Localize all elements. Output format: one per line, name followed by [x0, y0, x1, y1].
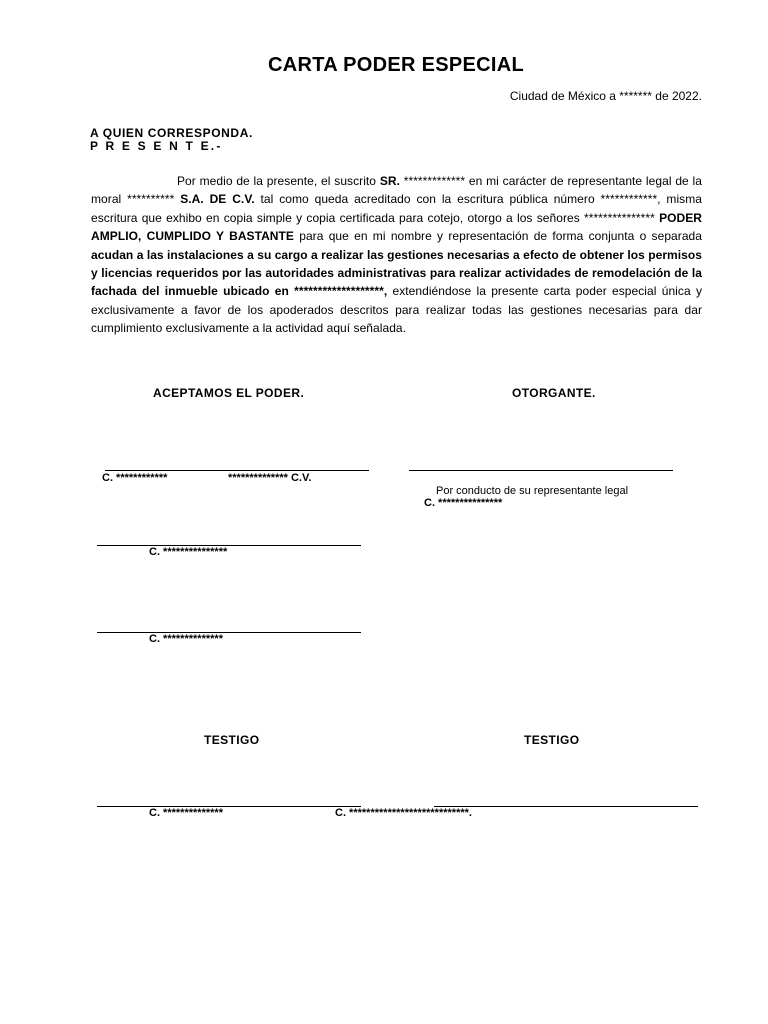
grantor-note: Por conducto de su representante legal	[436, 485, 629, 497]
accept-heading: ACEPTAMOS EL PODER.	[153, 386, 305, 400]
document-title: CARTA PODER ESPECIAL	[267, 54, 525, 76]
body-company: S.A. DE C.V.	[180, 192, 255, 207]
grantor-name: C. ***************	[424, 497, 503, 509]
signature-line-accept-2	[97, 545, 361, 546]
signature-line-witness-1	[97, 806, 361, 807]
body-text-3: tal como queda acreditado con la escritura pública número ************, misma escritura que exhibo en copia simple y copia certificada para cotejo, otorgo a los señores ***************	[91, 192, 703, 225]
signer-3-name: C. **************	[149, 633, 223, 645]
body-purpose: acudan a las instalaciones a su cargo a realizar las gestiones necesarias a efecto de obtener los permisos y licencias requeridos por las autoridades administrativas para realizar actividades de remodelación de la fachada del inmueble ubicado en *******************,	[91, 247, 702, 299]
body-paragraph	[91, 172, 702, 338]
signer-2-name: C. ***************	[149, 546, 228, 558]
signature-line-witness-2	[434, 806, 698, 807]
body-text-5: extendiéndose la presente carta poder especial única y exclusivamente a favor de los apoderados descritos para realizar todas las gestiones necesarias para dar cumplimiento exclusivamente a la actividad aquí señalada.	[91, 284, 703, 336]
witness-right-heading: TESTIGO	[524, 733, 580, 747]
body-text-2: ************* en mi carácter de representante legal de la moral **********	[91, 174, 702, 207]
witness-2-name: C. ****************************.	[335, 807, 472, 819]
body-text-1: Por medio de la presente, el suscrito	[177, 174, 380, 188]
body-powers: PODER AMPLIO, CUMPLIDO Y BASTANTE	[91, 210, 702, 244]
grantor-heading: OTORGANTE.	[512, 386, 596, 400]
signature-line-grantor	[409, 470, 673, 471]
signature-line-accept-3	[97, 632, 361, 633]
witness-1-name: C. **************	[149, 807, 223, 819]
date-line: Ciudad de México a ******* de 2022.	[509, 89, 702, 103]
body-sr: SR.	[379, 174, 400, 188]
body-text-4: para que en mi nombre y representación de forma conjunta o separada	[293, 229, 702, 244]
addressee: A QUIEN CORRESPONDA.	[90, 126, 253, 140]
witness-left-heading: TESTIGO	[204, 733, 260, 747]
signer-1-company: ************** C.V.	[228, 472, 312, 484]
signature-line-accept-1	[105, 470, 369, 471]
signer-1-name: C. ************	[102, 472, 168, 484]
presente-line: P R E S E N T E.-	[90, 139, 223, 153]
